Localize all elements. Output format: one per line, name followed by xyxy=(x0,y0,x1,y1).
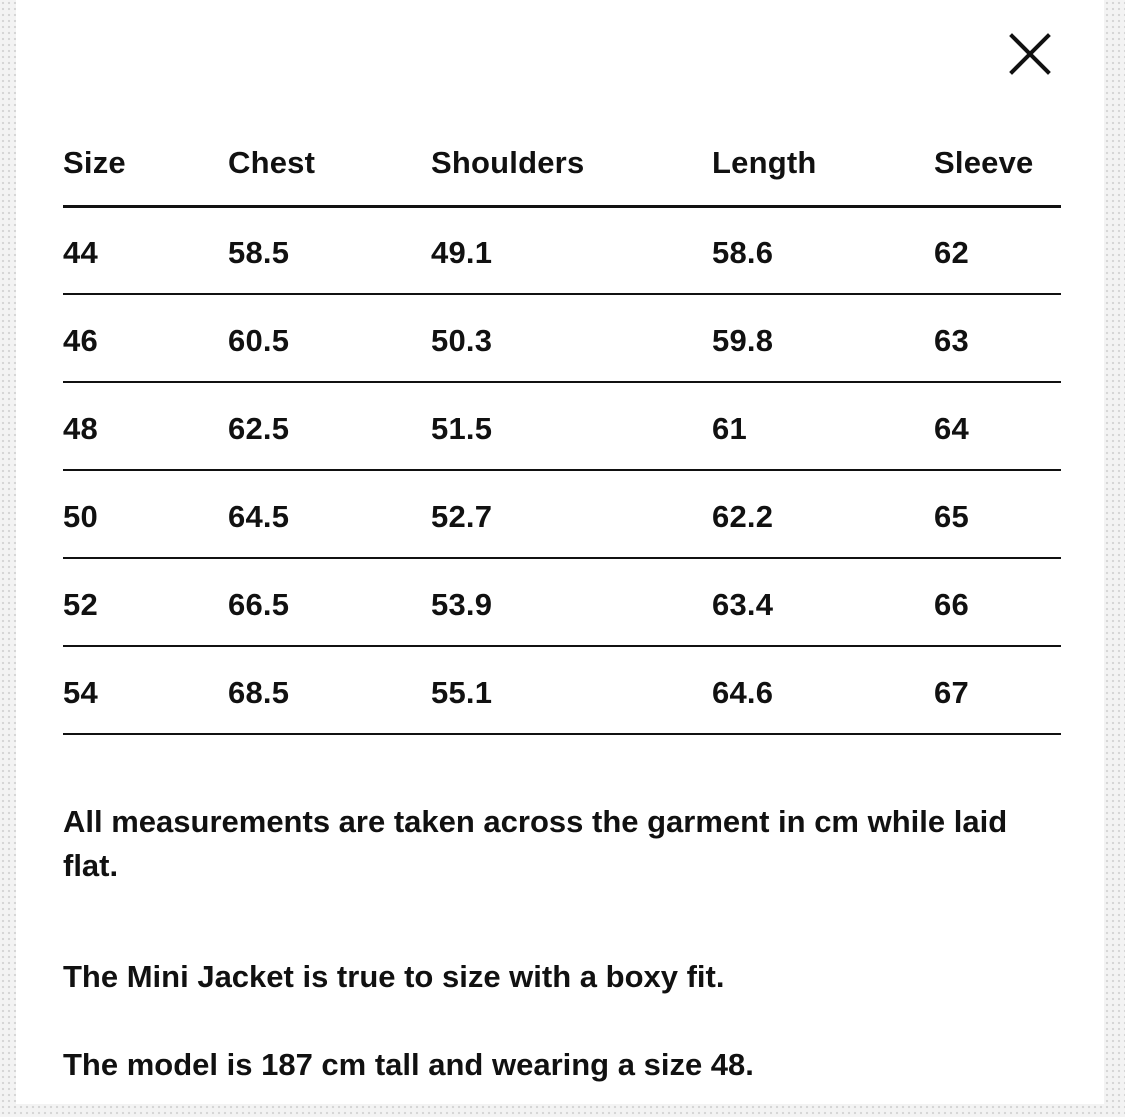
cell-length: 58.6 xyxy=(712,206,934,294)
table-row xyxy=(63,470,1061,558)
cell-length: 59.8 xyxy=(712,294,934,382)
cell-length: 61 xyxy=(712,382,934,470)
cell-size: 48 xyxy=(63,382,228,470)
column-header-length: Length xyxy=(712,122,934,206)
cell-chest: 58.5 xyxy=(228,206,431,294)
close-icon[interactable] xyxy=(1006,30,1054,78)
column-header-shoulders: Shoulders xyxy=(431,122,712,206)
table-row xyxy=(63,382,1061,470)
cell-shoulders: 50.3 xyxy=(431,294,712,382)
cell-sleeve: 62 xyxy=(934,206,1061,294)
fit-note: The Mini Jacket is true to size with a boxy fit. xyxy=(63,959,725,994)
cell-chest: 64.5 xyxy=(228,470,431,558)
cell-sleeve: 64 xyxy=(934,382,1061,470)
cell-size: 44 xyxy=(63,206,228,294)
table-row xyxy=(63,206,1061,294)
measurement-note: All measurements are taken across the garment in cm while laid flat. xyxy=(63,804,1008,883)
cell-sleeve: 67 xyxy=(934,646,1061,734)
table-row xyxy=(63,558,1061,646)
model-note: The model is 187 cm tall and wearing a size 48. xyxy=(63,1047,754,1082)
cell-shoulders: 51.5 xyxy=(431,382,712,470)
cell-size: 54 xyxy=(63,646,228,734)
cell-shoulders: 55.1 xyxy=(431,646,712,734)
cell-size: 46 xyxy=(63,294,228,382)
column-header-size: Size xyxy=(63,122,228,206)
cell-chest: 66.5 xyxy=(228,558,431,646)
column-header-chest: Chest xyxy=(228,122,431,206)
table-row xyxy=(63,646,1061,734)
cell-shoulders: 49.1 xyxy=(431,206,712,294)
cell-chest: 60.5 xyxy=(228,294,431,382)
cell-sleeve: 66 xyxy=(934,558,1061,646)
cell-size: 50 xyxy=(63,470,228,558)
cell-size: 52 xyxy=(63,558,228,646)
cell-length: 63.4 xyxy=(712,558,934,646)
cell-chest: 68.5 xyxy=(228,646,431,734)
table-header-row xyxy=(63,122,1061,206)
cell-length: 62.2 xyxy=(712,470,934,558)
cell-shoulders: 52.7 xyxy=(431,470,712,558)
cell-sleeve: 63 xyxy=(934,294,1061,382)
size-table xyxy=(63,122,1061,735)
size-guide-modal xyxy=(16,0,1104,1104)
cell-shoulders: 53.9 xyxy=(431,558,712,646)
table-row xyxy=(63,294,1061,382)
close-button[interactable] xyxy=(1006,30,1054,78)
cell-sleeve: 65 xyxy=(934,470,1061,558)
size-notes xyxy=(63,800,1053,1087)
cell-chest: 62.5 xyxy=(228,382,431,470)
cell-length: 64.6 xyxy=(712,646,934,734)
column-header-sleeve: Sleeve xyxy=(934,122,1061,206)
